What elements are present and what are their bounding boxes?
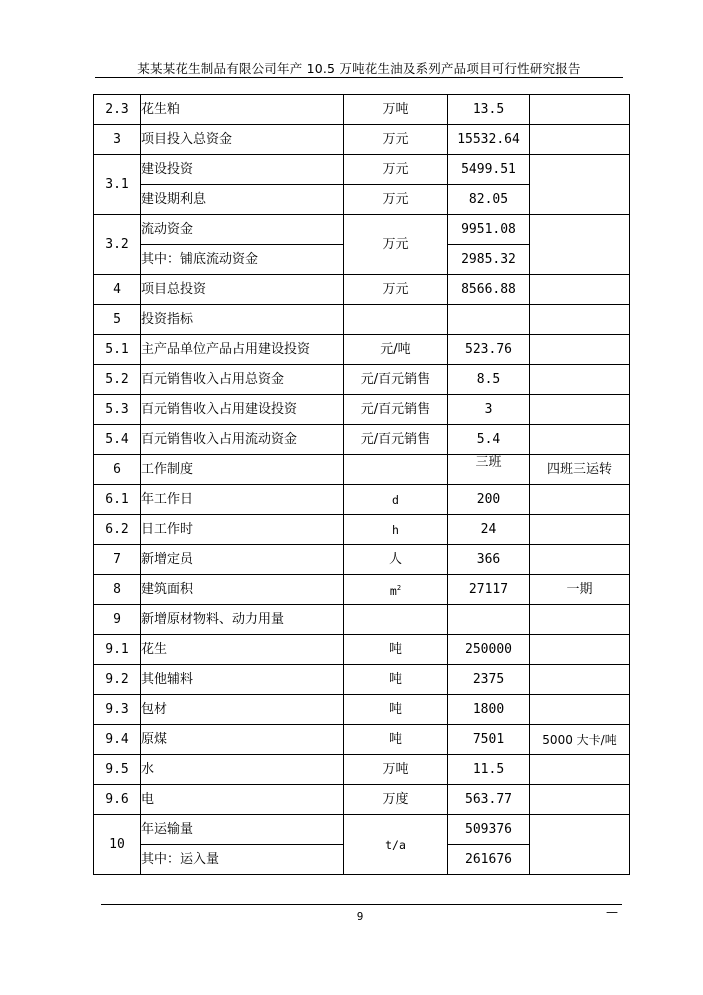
row-value: 563.77 — [448, 785, 530, 815]
row-item: 花生粕 — [141, 95, 344, 125]
table-row — [94, 155, 630, 185]
row-number: 9.2 — [94, 665, 141, 695]
row-unit: 万元 — [344, 215, 448, 275]
row-item: 新增原材物料、动力用量 — [141, 605, 344, 635]
row-note — [530, 335, 630, 365]
row-note — [530, 545, 630, 575]
row-number: 9.4 — [94, 725, 141, 755]
row-item: 其中：铺底流动资金 — [141, 245, 344, 275]
row-unit: 元/百元销售 — [344, 365, 448, 395]
row-item: 其中：运入量 — [141, 845, 344, 875]
row-unit: 万元 — [344, 275, 448, 305]
row-note — [530, 695, 630, 725]
row-value: 15532.64 — [448, 125, 530, 155]
row-item: 百元销售收入占用总资金 — [141, 365, 344, 395]
row-value: 5.4 — [448, 425, 530, 455]
row-item: 原煤 — [141, 725, 344, 755]
row-unit: 万元 — [344, 185, 448, 215]
table-row — [94, 815, 630, 845]
table-row — [94, 125, 630, 155]
row-item: 建筑面积 — [141, 575, 344, 605]
row-unit — [344, 575, 448, 605]
row-value: 8566.88 — [448, 275, 530, 305]
table-row — [94, 485, 630, 515]
row-value: 11.5 — [448, 755, 530, 785]
footer-dash: — — [606, 905, 618, 919]
row-note: 5000 大卡/吨 — [530, 725, 630, 755]
row-number: 9.5 — [94, 755, 141, 785]
row-value: 261676 — [448, 845, 530, 875]
table-row — [94, 755, 630, 785]
page-header: 某某某花生制品有限公司年产 10.5 万吨花生油及系列产品项目可行性研究报告 — [137, 61, 581, 76]
row-item: 年工作日 — [141, 485, 344, 515]
row-value: 2985.32 — [448, 245, 530, 275]
row-item: 建设期利息 — [141, 185, 344, 215]
row-unit: 万元 — [344, 125, 448, 155]
row-number: 9.1 — [94, 635, 141, 665]
row-value: 366 — [448, 545, 530, 575]
row-note — [530, 155, 630, 215]
row-unit: 万元 — [344, 155, 448, 185]
row-value: 5499.51 — [448, 155, 530, 185]
row-value: 200 — [448, 485, 530, 515]
row-note — [530, 215, 630, 275]
row-number: 6 — [94, 455, 141, 485]
row-unit: 万吨 — [344, 755, 448, 785]
row-item: 日工作时 — [141, 515, 344, 545]
row-number: 2.3 — [94, 95, 141, 125]
row-item: 工作制度 — [141, 455, 344, 485]
table-row — [94, 455, 630, 485]
row-note — [530, 95, 630, 125]
row-note — [530, 815, 630, 875]
table-row — [94, 545, 630, 575]
row-note — [530, 635, 630, 665]
row-value: 82.05 — [448, 185, 530, 215]
table-row — [94, 395, 630, 425]
row-note — [530, 665, 630, 695]
row-value — [448, 605, 530, 635]
row-note — [530, 305, 630, 335]
row-note — [530, 125, 630, 155]
row-value: 8.5 — [448, 365, 530, 395]
row-number: 8 — [94, 575, 141, 605]
table-row — [94, 605, 630, 635]
row-value: 9951.08 — [448, 215, 530, 245]
row-number: 5.2 — [94, 365, 141, 395]
row-value: 523.76 — [448, 335, 530, 365]
table-row — [94, 365, 630, 395]
table-row — [94, 575, 630, 605]
row-item: 包材 — [141, 695, 344, 725]
row-number: 5 — [94, 305, 141, 335]
row-item: 百元销售收入占用建设投资 — [141, 395, 344, 425]
row-number: 9.3 — [94, 695, 141, 725]
row-item: 建设投资 — [141, 155, 344, 185]
row-unit: 吨 — [344, 635, 448, 665]
row-unit: t/a — [344, 815, 448, 875]
row-value: 27117 — [448, 575, 530, 605]
row-unit — [344, 455, 448, 485]
row-unit: 万吨 — [344, 95, 448, 125]
row-item: 项目总投资 — [141, 275, 344, 305]
row-number: 3 — [94, 125, 141, 155]
row-item: 新增定员 — [141, 545, 344, 575]
row-unit: 元/百元销售 — [344, 425, 448, 455]
row-item: 电 — [141, 785, 344, 815]
row-value: 509376 — [448, 815, 530, 845]
row-unit: 吨 — [344, 725, 448, 755]
row-note — [530, 785, 630, 815]
row-item: 花生 — [141, 635, 344, 665]
row-note — [530, 395, 630, 425]
indicator-table — [93, 94, 630, 875]
row-number: 10 — [94, 815, 141, 875]
row-unit: 人 — [344, 545, 448, 575]
row-value: 3 — [448, 395, 530, 425]
table-row — [94, 425, 630, 455]
footer-divider — [101, 904, 622, 905]
row-item: 主产品单位产品占用建设投资 — [141, 335, 344, 365]
row-unit: 吨 — [344, 695, 448, 725]
table-row — [94, 335, 630, 365]
row-value: 13.5 — [448, 95, 530, 125]
row-number: 7 — [94, 545, 141, 575]
row-number: 6.2 — [94, 515, 141, 545]
row-value: 2375 — [448, 665, 530, 695]
row-item: 其他辅料 — [141, 665, 344, 695]
row-item: 投资指标 — [141, 305, 344, 335]
row-value: 24 — [448, 515, 530, 545]
row-note — [530, 485, 630, 515]
row-number: 6.1 — [94, 485, 141, 515]
row-note — [530, 605, 630, 635]
table-row — [94, 635, 630, 665]
row-unit: h — [344, 515, 448, 545]
row-item: 百元销售收入占用流动资金 — [141, 425, 344, 455]
row-note — [530, 515, 630, 545]
row-number: 3.2 — [94, 215, 141, 275]
row-value: 1800 — [448, 695, 530, 725]
table-row — [94, 695, 630, 725]
page-number: 9 — [356, 910, 364, 923]
row-number: 9.6 — [94, 785, 141, 815]
row-unit — [344, 305, 448, 335]
table-row — [94, 215, 630, 245]
row-note — [530, 275, 630, 305]
table-row — [94, 305, 630, 335]
row-note — [530, 425, 630, 455]
row-unit: 万度 — [344, 785, 448, 815]
table-row — [94, 95, 630, 125]
row-value — [448, 305, 530, 335]
row-number: 5.3 — [94, 395, 141, 425]
table-row — [94, 665, 630, 695]
row-value: 250000 — [448, 635, 530, 665]
unit-text: m — [389, 583, 397, 598]
row-unit: 吨 — [344, 665, 448, 695]
row-value: 三班 — [448, 455, 530, 485]
row-note — [530, 365, 630, 395]
table-row — [94, 275, 630, 305]
row-item: 项目投入总资金 — [141, 125, 344, 155]
row-item: 流动资金 — [141, 215, 344, 245]
row-note: 一期 — [530, 575, 630, 605]
row-number: 9 — [94, 605, 141, 635]
row-item: 年运输量 — [141, 815, 344, 845]
row-number: 3.1 — [94, 155, 141, 215]
row-number: 5.4 — [94, 425, 141, 455]
row-note: 四班三运转 — [530, 455, 630, 485]
table-row — [94, 515, 630, 545]
row-note — [530, 755, 630, 785]
row-unit: 元/百元销售 — [344, 395, 448, 425]
table-row — [94, 785, 630, 815]
row-number: 5.1 — [94, 335, 141, 365]
row-unit — [344, 605, 448, 635]
table-row — [94, 725, 630, 755]
row-unit: d — [344, 485, 448, 515]
header-divider — [95, 77, 623, 78]
unit-superscript: 2 — [396, 584, 402, 593]
row-unit: 元/吨 — [344, 335, 448, 365]
row-value: 7501 — [448, 725, 530, 755]
row-number: 4 — [94, 275, 141, 305]
row-item: 水 — [141, 755, 344, 785]
